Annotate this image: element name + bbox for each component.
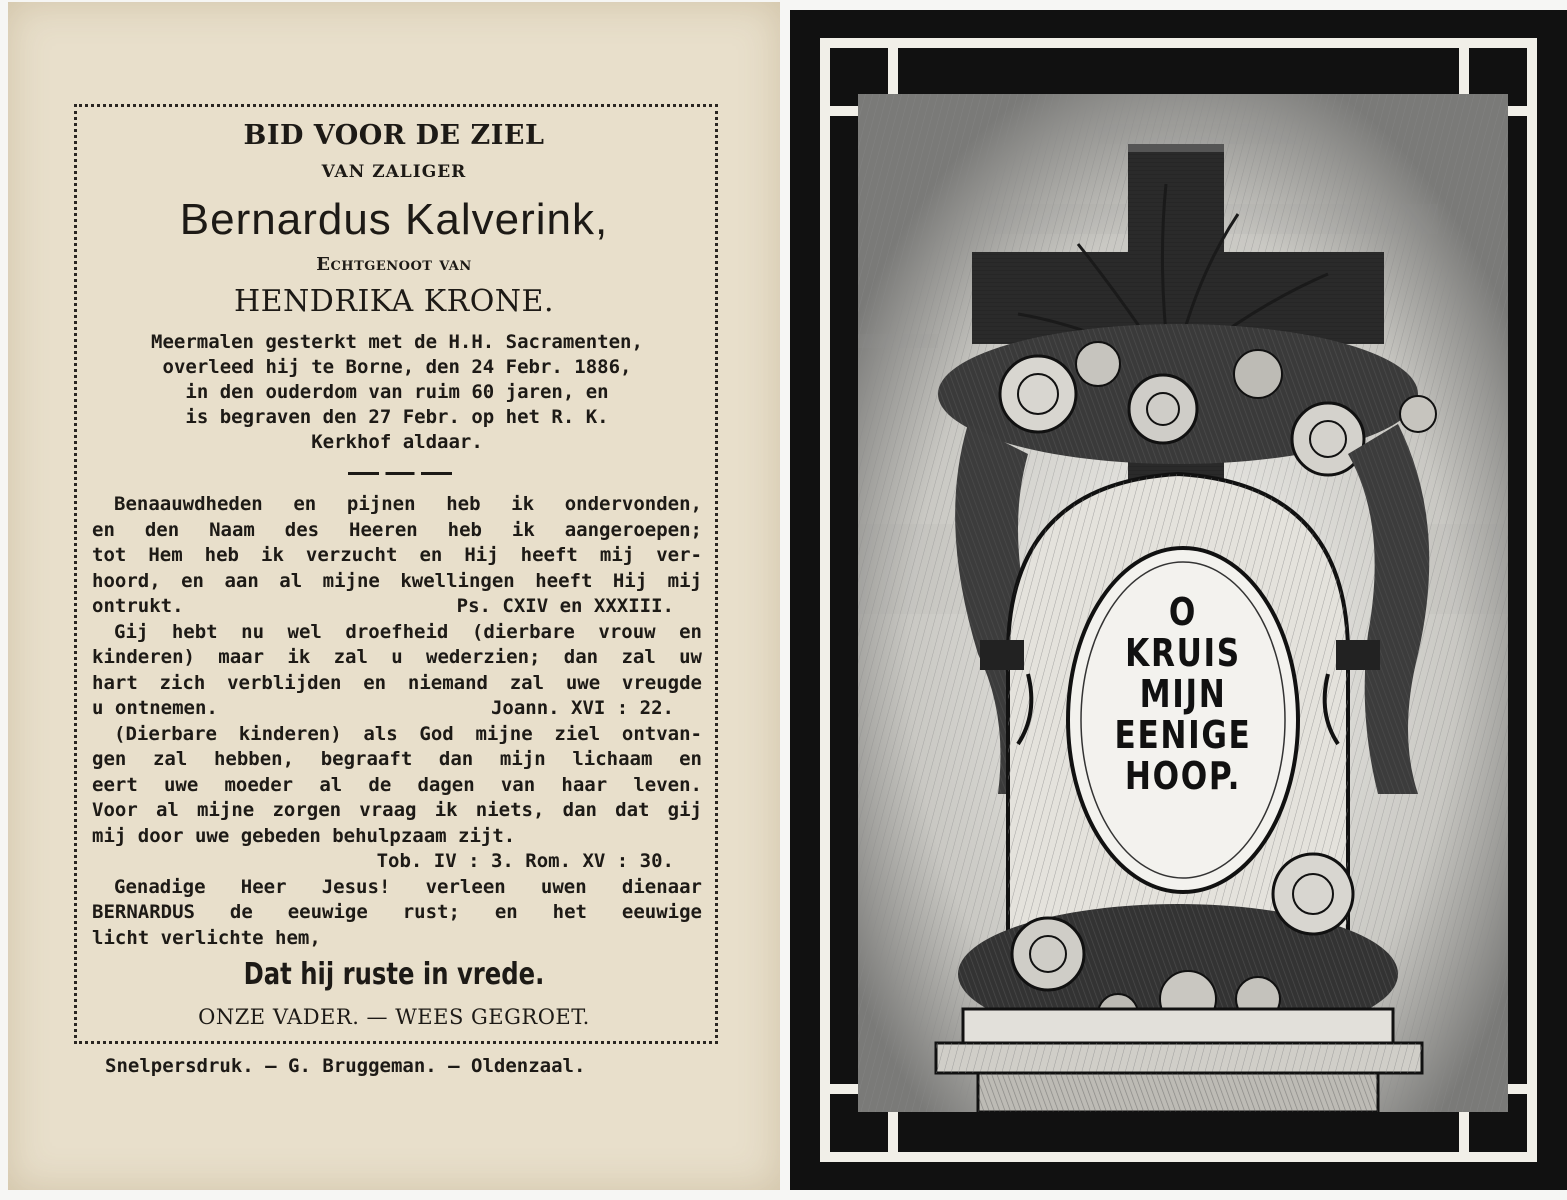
memorial-card-back <box>8 2 780 1190</box>
verse-text: ontrukt. <box>92 595 184 617</box>
card-heading: BID VOOR DE ZIEL <box>243 120 545 151</box>
inscription-line: EENIGE <box>1114 713 1252 757</box>
van-zaliger-label: VAN ZALIGER <box>321 162 467 182</box>
announcement-line: overleed hij te Borne, den 24 Febr. 1886, <box>162 356 632 378</box>
verse-line: (Dierbare kinderen) als God mijne ziel ontvan- <box>114 722 702 745</box>
inscription-line: HOOP. <box>1124 754 1242 798</box>
printer-credit: Snelpersdruk. — G. Bruggeman. — Oldenzaal. <box>105 1055 586 1077</box>
prayers-line: ONZE VADER. — WEES GEGROET. <box>198 1005 590 1029</box>
inscription-line: O <box>1168 590 1198 634</box>
announcement-line: in den ouderdom van ruim 60 jaren, en <box>185 381 609 403</box>
verse-line: Gij hebt nu wel droefheid (dierbare vrouw en <box>114 620 702 643</box>
spouse-label: Echtgenoot van <box>316 254 472 275</box>
bible-reference: Joann. XVI : 22. <box>490 697 674 719</box>
verse-line: licht verlichte hem, <box>92 926 321 949</box>
cross-and-flowers-engraving <box>858 94 1508 1112</box>
requiem-line: Dat hij ruste in vrede. <box>243 957 545 992</box>
death-announcement <box>92 330 702 455</box>
announcement-line: Kerkhof aldaar. <box>311 431 483 453</box>
verse-text: u ontnemen. <box>92 697 218 719</box>
deceased-name: Bernardus Kalverink, <box>179 195 609 244</box>
verse-line: Genadige Heer Jesus! verleen uwen dienaar <box>114 875 702 898</box>
announcement-line: is begraven den 27 Febr. op het R. K. <box>185 406 609 428</box>
verse-line: hart zich verblijden en niemand zal uwe vreugde <box>92 671 702 694</box>
verse-line: en den Naam des Heeren heb ik aangeroepen; <box>92 518 702 541</box>
verse-line: BERNARDUS de eeuwige rust; en het eeuwige <box>92 901 702 923</box>
bible-reference: Ps. CXIV en XXXIII. <box>456 595 674 617</box>
verse-line: tot Hem heb ik verzucht en Hij heeft mij ver- <box>92 544 702 566</box>
memorial-card-front <box>790 10 1567 1190</box>
inscription-line: MIJN <box>1139 672 1227 716</box>
oval-inscription <box>1101 592 1265 797</box>
section-divider <box>348 472 452 475</box>
verse-line: hoord, en aan al mijne kwellingen heeft Hij mij <box>92 569 702 592</box>
verse-line-with-reference <box>92 696 702 722</box>
scripture-verses <box>92 492 702 951</box>
verse-line-with-reference <box>92 594 702 620</box>
verse-line: gen zal hebben, begraaft dan mijn lichaam en <box>92 748 702 770</box>
verse-line: Benaauwdheden en pijnen heb ik ondervonden, <box>114 493 702 515</box>
inscription-line: KRUIS <box>1125 631 1241 675</box>
bible-reference: Tob. IV : 3. Rom. XV : 30. <box>376 850 674 872</box>
verse-line: mij door uwe gebeden behulpzaam zijt. <box>92 824 516 847</box>
verse-line: Voor al mijne zorgen vraag ik niets, dan dat gij <box>92 799 702 821</box>
verse-line: kinderen) maar ik zal u wederzien; dan zal uw <box>92 646 702 668</box>
announcement-line: Meermalen gesterkt met de H.H. Sacramenten, <box>151 331 643 353</box>
verse-line: eert uwe moeder al de dagen van haar leven. <box>92 773 702 796</box>
spouse-name: HENDRIKA KRONE. <box>234 284 554 319</box>
